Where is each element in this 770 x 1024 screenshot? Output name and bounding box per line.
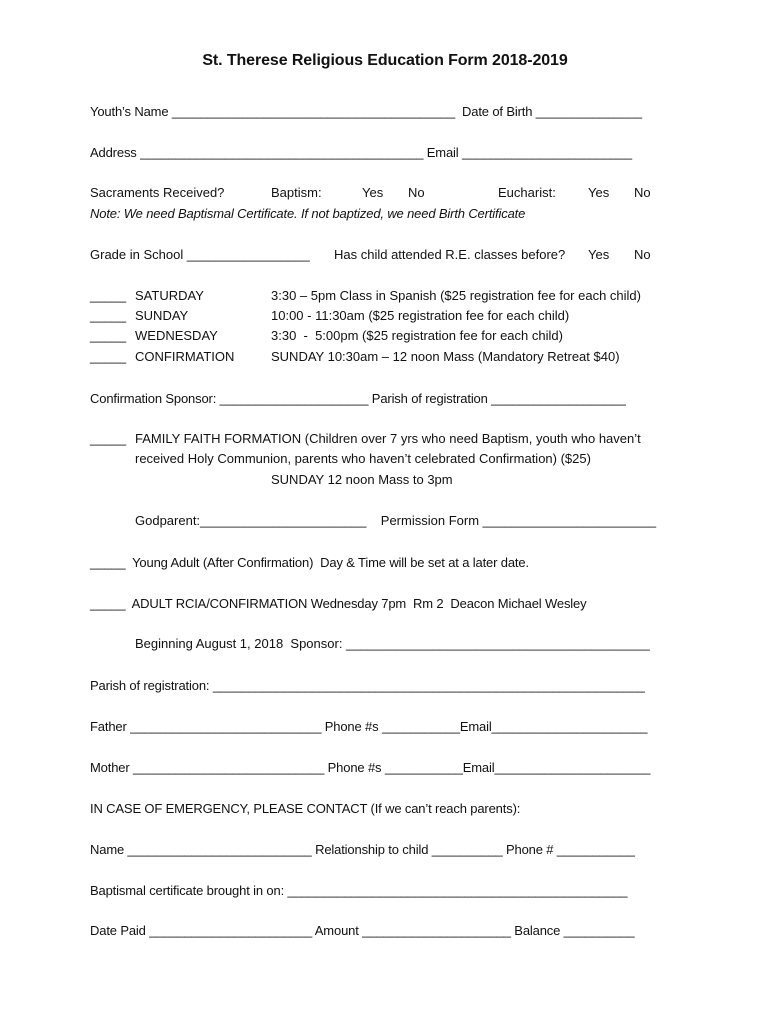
- saturday-label: SATURDAY: [135, 288, 204, 303]
- sunday-label: SUNDAY: [135, 308, 189, 323]
- mother-line[interactable]: Mother ___________________________ Phone #s ___________Email______________________: [90, 760, 651, 775]
- wednesday-blank[interactable]: _____: [90, 328, 127, 343]
- attended-no[interactable]: No: [634, 247, 651, 262]
- emergency-heading: IN CASE OF EMERGENCY, PLEASE CONTACT (If we can’t reach parents):: [90, 801, 521, 816]
- family-faith-blank[interactable]: _____: [90, 431, 127, 446]
- saturday-blank[interactable]: _____: [90, 288, 127, 303]
- saturday-detail: 3:30 – 5pm Class in Spanish ($25 registration fee for each child): [271, 288, 641, 303]
- attended-question: Has child attended R.E. classes before?: [334, 247, 566, 262]
- family-faith-line2: received Holy Communion, parents who haven’t celebrated Confirmation) ($25): [135, 451, 591, 466]
- wednesday-detail: 3:30 - 5:00pm ($25 registration fee for each child): [271, 328, 563, 343]
- grade-in-school[interactable]: Grade in School _________________: [90, 247, 310, 262]
- wednesday-label: WEDNESDAY: [135, 328, 218, 343]
- baptism-no[interactable]: No: [408, 185, 425, 200]
- certificate-note: Note: We need Baptismal Certificate. If not baptized, we need Birth Certificate: [90, 206, 526, 221]
- parish-registration-line[interactable]: Parish of registration: _____________________________________________________________: [90, 678, 645, 693]
- payment-line[interactable]: Date Paid _______________________ Amount _____________________ Balance __________: [90, 923, 635, 938]
- father-line[interactable]: Father ___________________________ Phone #s ___________Email______________________: [90, 719, 648, 734]
- family-faith-line3: SUNDAY 12 noon Mass to 3pm: [271, 472, 453, 487]
- baptism-label: Baptism:: [271, 185, 322, 200]
- emergency-contact-line[interactable]: Name __________________________ Relationship to child __________ Phone # ___________: [90, 842, 635, 857]
- sunday-detail: 10:00 - 11:30am ($25 registration fee for each child): [271, 308, 570, 323]
- sacraments-label: Sacraments Received?: [90, 185, 225, 200]
- confirmation-sponsor-line[interactable]: Confirmation Sponsor: _____________________ Parish of registration ___________________: [90, 391, 626, 406]
- confirmation-label: CONFIRMATION: [135, 349, 235, 364]
- confirmation-detail: SUNDAY 10:30am – 12 noon Mass (Mandatory Retreat $40): [271, 349, 620, 364]
- confirmation-blank[interactable]: _____: [90, 349, 127, 364]
- baptismal-certificate-line[interactable]: Baptismal certificate brought in on: ________________________________________________: [90, 883, 628, 898]
- young-adult-line[interactable]: _____ Young Adult (After Confirmation) Day & Time will be set at a later date.: [90, 555, 529, 570]
- youth-name-line[interactable]: Youth’s Name ________________________________________ Date of Birth _______________: [90, 104, 642, 119]
- form-title: St. Therese Religious Education Form 2018-2019: [202, 52, 568, 69]
- address-line[interactable]: Address ________________________________________ Email ________________________: [90, 145, 632, 160]
- attended-yes[interactable]: Yes: [588, 247, 610, 262]
- beginning-sponsor-line[interactable]: Beginning August 1, 2018 Sponsor: __________________________________________: [135, 636, 650, 651]
- eucharist-yes[interactable]: Yes: [588, 185, 610, 200]
- adult-rcia-line[interactable]: _____ ADULT RCIA/CONFIRMATION Wednesday 7pm Rm 2 Deacon Michael Wesley: [90, 596, 587, 611]
- eucharist-no[interactable]: No: [634, 185, 651, 200]
- baptism-yes[interactable]: Yes: [362, 185, 384, 200]
- family-faith-line1: FAMILY FAITH FORMATION (Children over 7 yrs who need Baptism, youth who haven’t: [135, 431, 641, 446]
- godparent-line[interactable]: Godparent:_______________________ Permission Form ________________________: [135, 513, 657, 528]
- sunday-blank[interactable]: _____: [90, 308, 127, 323]
- eucharist-label: Eucharist:: [498, 185, 556, 200]
